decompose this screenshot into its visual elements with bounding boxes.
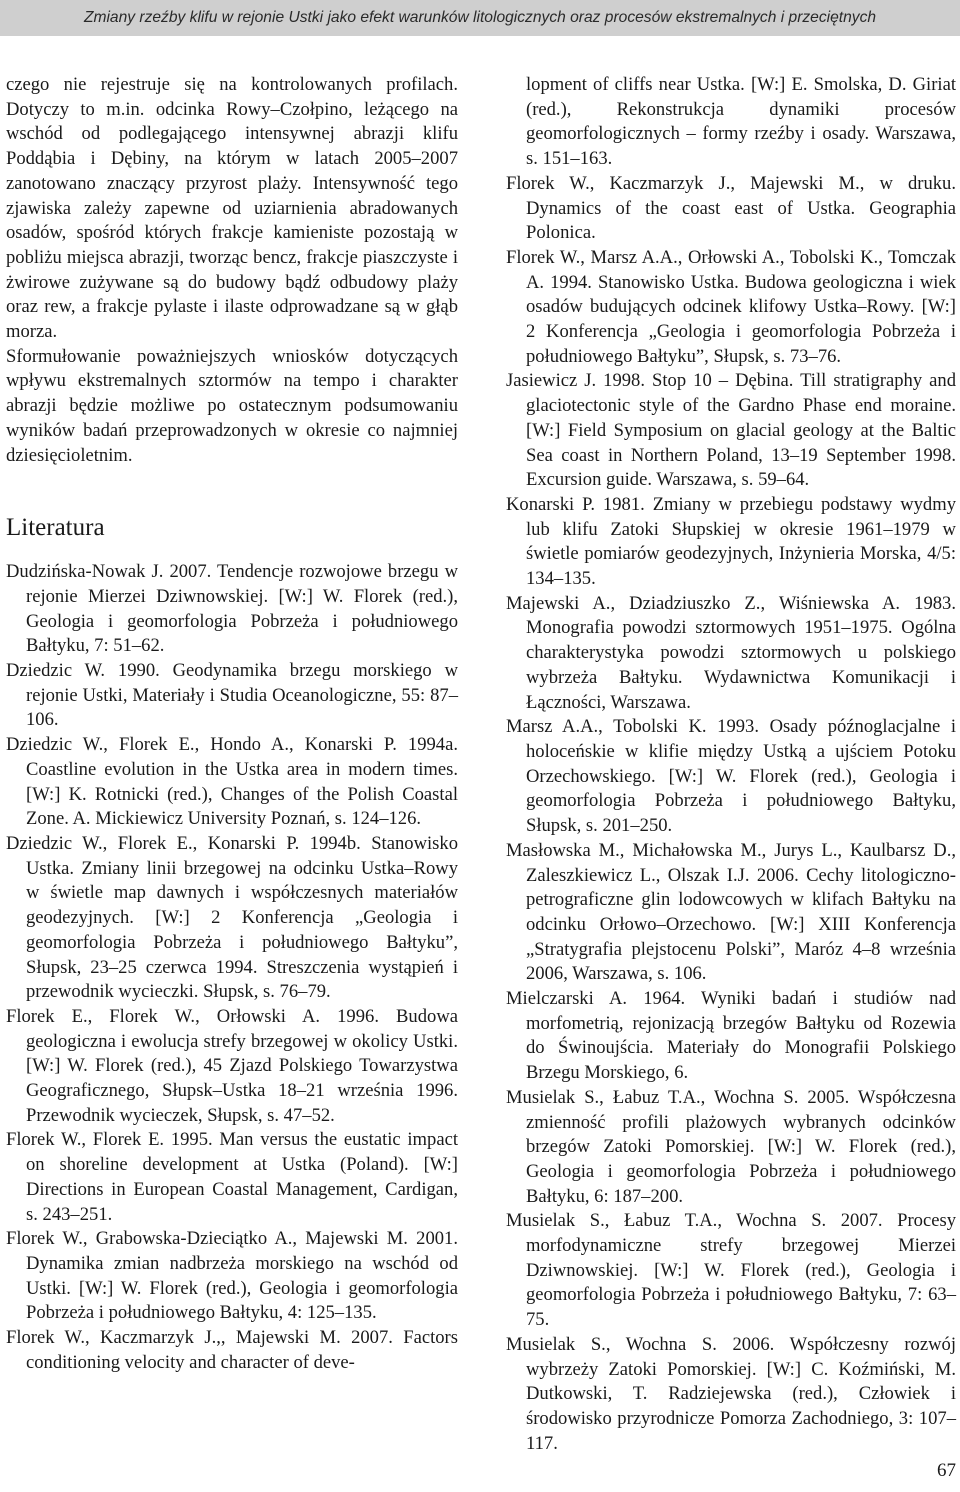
reference-item: Dziedzic W., Florek E., Hondo A., Konarski P. 1994a. Coastline evolution in the Ustka area in modern times. [W:] K. Rotnicki (red.), Changes of the Polish Coastal Zone. A. Mickiewicz University Poznań, s. 124–126. — [6, 734, 458, 830]
reference-item: Musielak S., Łabuz T.A., Wochna S. 2007. Procesy morfodynamiczne strefy brzegowej Mierzei Dziwnowskiej. [W:] W. Florek (red.), Geologia i geomorfologia Pobrzeża i południowego Bałtyku, 7: 63–75. — [506, 1210, 956, 1331]
reference-item: Mielczarski A. 1964. Wyniki badań i studiów nad morfometrią, rejonizacją brzegów Bałtyku od Rozewia do Świnoujścia. Materiały do Monografii Polskiego Brzegu Morskiego, 6. — [506, 988, 956, 1084]
running-header: Zmiany rzeźby klifu w rejonie Ustki jako efekt warunków litologicznych oraz procesów ekstremalnych i przeciętnych — [83, 9, 877, 26]
reference-item: Musielak S., Wochna S. 2006. Współczesny rozwój wybrzeży Zatoki Pomorskiej. [W:] C. Koźmiński, M. Dutkowski, T. Radziejewska (red.), Człowiek i środowisko przyrodnicze Pomorza Zachodniego, 3: 107–117. — [506, 1333, 956, 1454]
reference-item: Konarski P. 1981. Zmiany w przebiegu podstawy wydmy lub klifu Zatoki Słupskiej w okresie 1961–1979 w świetle pomiarów geodezyjnych, Inżynieria Morska, 4/5: 134–135. — [506, 493, 956, 590]
reference-list-right — [506, 73, 956, 1456]
reference-item: Florek W., Kaczmarzyk J., Majewski M., w druku. Dynamics of the coast east of Ustka. Geographia Polonica. — [506, 172, 956, 244]
reference-item: Marsz A.A., Tobolski K. 1993. Osady późnoglacjalne i holoceńskie w klifie między Ustką a ujściem Potoku Orzechowskiego. [W:] W. Florek (red.), Geologia i geomorfologia Pobrzeża i południowego Bałtyku, Słupsk, s. 201–250. — [506, 716, 956, 837]
reference-item: Dziedzic W. 1990. Geodynamika brzegu morskiego w rejonie Ustki, Materiały i Studia Oceanologiczne, 55: 87–106. — [6, 660, 458, 731]
reference-item: Dziedzic W., Florek E., Konarski P. 1994b. Stanowisko Ustka. Zmiany linii brzegowej na odcinku Ustka–Rowy w świetle map dawnych i współczesnych materiałów geodezyjnych. [W:] 2 Konferencja „Geologia i geomorfologia Pobrzeża i południowego Bałtyku”, Słupsk, 23–25 czerwca 1994. Streszczenia wystąpień i przewodnik wycieczki. Słupsk, s. 76–79. — [6, 832, 458, 1003]
reference-item: Masłowska M., Michałowska M., Jurys L., Kaulbarsz D., Zaleszkiewicz L., Olszak I.J. 2006. Cechy litologiczno-petrograficzne glin lodowcowych w klifach Bałtyku na odcinku Orłowo–Orzechowo. [W:] XIII Konferencja „Stratygrafia plejstocenu Polski”, Maróz 4–8 września 2006, Warszawa, s. 106. — [506, 839, 956, 985]
body-paragraph-conclusion: Sformułowanie poważniejszych wniosków dotyczących wpływu ekstremalnych sztormów na tempo i charakter abrazji będzie możliwe po ostatecznym podsumowaniu wyników badań przeprowadzonych w okresie co najmniej dziesięcioletnim. — [6, 345, 458, 466]
reference-item: Florek W., Grabowska-Dzieciątko A., Majewski M. 2001. Dynamika zmian nadbrzeża morskiego na wschód od Ustki. [W:] W. Florek (red.), Geologia i geomorfologia Pobrzeża i południowego Bałtyku, 4: 125–135. — [6, 1228, 458, 1324]
reference-item: Florek W., Kaczmarzyk J.,, Majewski M. 2007. Factors conditioning velocity and character of deve- — [6, 1327, 458, 1373]
reference-item: Dudzińska-Nowak J. 2007. Tendencje rozwojowe brzegu w rejonie Mierzei Dziwnowskiej. [W:] W. Florek (red.), Geologia i geomorfologia Pobrzeża i południowego Bałtyku, 7: 51–62. — [6, 561, 458, 657]
reference-item: Jasiewicz J. 1998. Stop 10 – Dębina. Till stratigraphy and glaciotectonic style of the Gardno Phase end moraine. [W:] Field Symposium on glacial geology at the Baltic Sea coast in Northern Poland, 13–19 September 1998. Excursion guide. Warszawa, s. 59–64. — [506, 370, 956, 491]
right-column — [506, 73, 956, 1456]
reference-item: Florek E., Florek W., Orłowski A. 1996. Budowa geologiczna i ewolucja strefy brzegowej w okolicy Ustki. [W:] W. Florek (red.), 45 Zjazd Polskiego Towarzystwa Geograficznego, Słupsk–Ustka 18–21 września 1996. Przewodnik wycieczek, Słupsk, s. 47–52. — [6, 1005, 458, 1126]
literature-heading: Literatura — [6, 514, 105, 542]
reference-item: Majewski A., Dziadziuszko Z., Wiśniewska A. 1983. Monografia powodzi sztormowych 1951–1975. Ogólna charakterystyka powodzi sztormowych u polskiego wybrzeża Bałtyku. Wydawnictwa Komunikacji i Łączności, Warszawa. — [506, 592, 956, 713]
reference-item: Florek W., Florek E. 1995. Man versus the eustatic impact on shoreline development at Ustka (Poland). [W:] Directions in European Coastal Management, Cardigan, s. 243–251. — [6, 1129, 458, 1225]
body-paragraph-continued: czego nie rejestruje się na kontrolowanych profilach. Dotyczy to m.in. odcinka Rowy–Czołpino, leżącego na wschód od podlegającego intensywnej abrazji klifu Poddąbia i Dębiny, na którym w latach 2005–2007 zanotowano znaczący przyrost plaży. Intensywność tego zjawiska zależy zapewne od uziarnienia abradowanych osadów, spośród których frakcje kamieniste pozostają w pobliżu miejsca abrazji, tworząc bencz, frakcje piaszczyste i żwirowe zużywane są do budowy bądź odbudowy plaży oraz rew, a frakcje pylaste i ilaste odprowadzane są w głąb morza. — [6, 74, 458, 343]
reference-item: Musielak S., Łabuz T.A., Wochna S. 2005. Współczesna zmienność profili plażowych wybranych odcinków brzegów Zatoki Pomorskiej. [W:] W. Florek (red.), Geologia i geomorfologia Pobrzeża i południowego Bałtyku, 6: 187–200. — [506, 1086, 956, 1207]
reference-item-continued: lopment of cliffs near Ustka. [W:] E. Smolska, D. Giriat (red.), Rekonstrukcja dynamiki procesów geomorfologicznych – formy rzeźby i osady. Warszawa, s. 151–163. — [526, 74, 956, 170]
reference-list-left — [6, 560, 458, 1375]
left-column — [6, 73, 458, 1375]
page-number: 67 — [937, 1460, 956, 1481]
reference-item: Florek W., Marsz A.A., Orłowski A., Tobolski K., Tomczak A. 1994. Stanowisko Ustka. Budowa geologiczna i wiek osadów budujących odcinek klifowy Ustka–Rowy. [W:] 2 Konferencja „Geologia i geomorfologia Pobrzeża i południowego Bałtyku”, Słupsk, s. 73–76. — [506, 246, 956, 367]
